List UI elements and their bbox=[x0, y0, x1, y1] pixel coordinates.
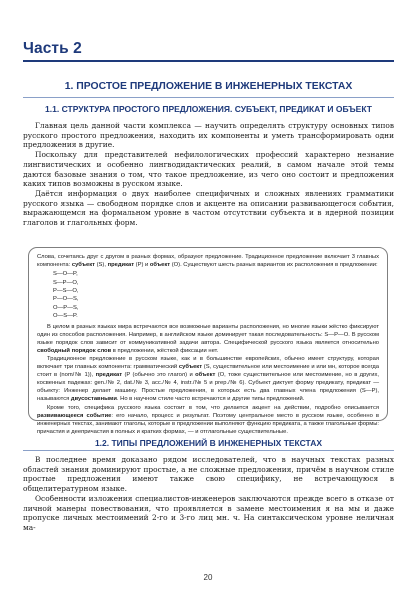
paragraph: Даётся информация о двух наиболее специфичных и сложных явлениях грамматики русского языка — свободном порядке слов и акценте на описании развивающегося события, выражающемся на формальном уровне в частом отсутствии субъекта и в ядерной позиции глаголов и глагольных форм. bbox=[23, 188, 394, 228]
intro-paragraphs bbox=[23, 121, 394, 228]
info-box bbox=[28, 247, 388, 435]
section2-paragraphs bbox=[23, 455, 394, 533]
scheme-item: O—P—S, bbox=[53, 304, 79, 311]
subsection-divider bbox=[23, 450, 394, 451]
page-number: 20 bbox=[203, 573, 213, 582]
box-paragraph: Традиционное предложение в русском языке, как и в большинстве европейских, обычно имеет структуру, которая включает три главных компонента: грамматический субъект (S, существительное или местоимение и или мн, которое всегда стоит в (nom/№ 1)), предикат (P (обычно это глагол) и объект (O, тоже существительное или местоимение, но в других, косвенных падежах: gen./№ 2, dat./№ 3, acc./№ 4, instr./№ 5 и prep./№ 6). Субъект диктует форму предикату, предикат — объекту: Инженер делает машину. Простые предложения, в которых есть два главных члена предложения (S—P), называются двусоставными. Но в научном стиле часто встречаются и другие типы предложений. bbox=[37, 356, 379, 403]
box-paragraph: Кроме того, специфика русского языка состоит в том, что делается акцент на действии, подробно описывается развивающееся событие: его начало, процесс и результат. Поэтому центральное место в русском языке, особенно в инженерных текстах, занимают глаголы, которые в предложении выполняют функцию предиката, а также глагольные формы: причастия и деепричастия в полных и кратких формах, — и отглагольные существительные. bbox=[37, 404, 379, 435]
part-header bbox=[23, 40, 394, 62]
scheme-item: S—O—P, bbox=[53, 271, 78, 278]
section-title-divider bbox=[23, 97, 394, 98]
scheme-item: O—S—P. bbox=[53, 313, 78, 320]
box-intro: Слова, сочетаясь друг с другом в разных формах, образуют предложение. Традиционное предложение включает 3 главных компонента: субъект (S), предикат (P) и объект (O). Существуют шесть разных вариантов их расположения в предложении: bbox=[37, 254, 379, 269]
paragraph: В последнее время доказано рядом исследователей, что в научных текстах разных областей знания доминируют простые, а не сложные предложения, причём в научном стиле простые предложения имеют также свою специфику, не встречающуюся в общелитературном языке. bbox=[23, 455, 394, 494]
box-paragraph: В целом в разных языках мира встречаются все возможные варианты расположения, но многие языки жёстко фиксируют один из способов расположения. Например, в английском языке доминирует такая последовательность: S—P—O. В русском языке порядок слов зависит от коммуникативной задачи автора. Специфической русского языка является относительно свободный порядок слов в предложении, жёсткой фиксации нет. bbox=[37, 323, 379, 354]
part-title: Часть 2 bbox=[23, 40, 82, 57]
word-order-schemes bbox=[53, 270, 379, 320]
section-title: 1. ПРОСТОЕ ПРЕДЛОЖЕНИЕ В ИНЖЕНЕРНЫХ ТЕКСТАХ bbox=[64, 81, 353, 92]
scheme-item: P—O—S, bbox=[53, 296, 79, 303]
paragraph: Поскольку для представителей нефилологических профессий характерно незнание лингвистических и особенно лингводидактических реалий, в самом начале этой темы даются базовые знания о том, что такое предложение, из чего оно состоит и предложения каких типов возможны в русском языке. bbox=[23, 150, 394, 189]
scheme-item: P—S—O, bbox=[53, 288, 79, 294]
paragraph: Особенности изложения специалистов-инженеров заключаются прежде всего в отказе от личной манеры повествования, что проявляется в замене местоимения я на мы и даже пропуске личных местоимений 2-го и 3-го лиц мн. ч. На синтаксическом уровне неличная ма- bbox=[23, 493, 394, 532]
subsection-title-1-1: 1.1. СТРУКТУРА ПРОСТОГО ПРЕДЛОЖЕНИЯ. СУБЪЕКТ, ПРЕДИКАТ И ОБЪЕКТ bbox=[45, 104, 372, 114]
paragraph: Главная цель данной части комплекса — научить определять структуру основных типов русского простого предложения, находить их компоненты и уметь трансформировать одни предложения в другие. bbox=[23, 121, 394, 150]
scheme-item: S—P—O, bbox=[53, 279, 79, 286]
subsection-title-1-2: 1.2. ТИПЫ ПРЕДЛОЖЕНИЙ В ИНЖЕНЕРНЫХ ТЕКСТАХ bbox=[94, 438, 323, 448]
part-title-rule bbox=[23, 60, 394, 62]
